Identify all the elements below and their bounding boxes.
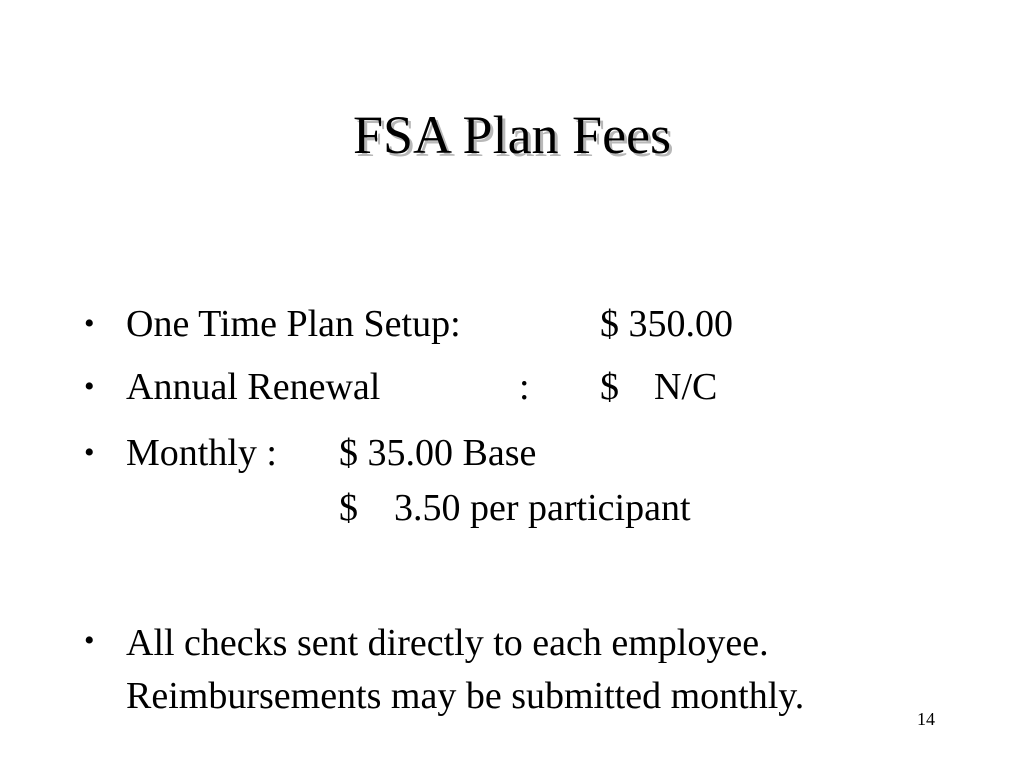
bullet-icon: •: [84, 307, 95, 340]
bullet-icon: •: [84, 370, 95, 403]
page-number: 14: [917, 709, 935, 729]
fee-value-monthly-base: $ 35.00 Base: [339, 432, 537, 474]
bullet-icon: •: [84, 624, 95, 657]
fee-value-monthly-participant: 3.50 per participant: [394, 487, 691, 529]
fee-value-renewal: N/C: [654, 366, 718, 408]
bullet-icon: •: [84, 436, 95, 469]
fee-symbol-renewal: $: [600, 366, 619, 408]
slide-title: FSA Plan Fees: [352, 105, 672, 165]
fee-label-setup: One Time Plan Setup:: [126, 303, 461, 345]
fee-symbol-monthly-participant: $: [339, 487, 358, 529]
fee-label-monthly: Monthly :: [126, 432, 277, 474]
checks-note: All checks sent directly to each employee. Reimbursements may be submitted monthly.: [126, 622, 805, 717]
fee-value-setup: $ 350.00: [600, 303, 733, 345]
fee-separator-renewal: :: [519, 366, 530, 408]
fee-label-renewal: Annual Renewal: [126, 366, 381, 408]
